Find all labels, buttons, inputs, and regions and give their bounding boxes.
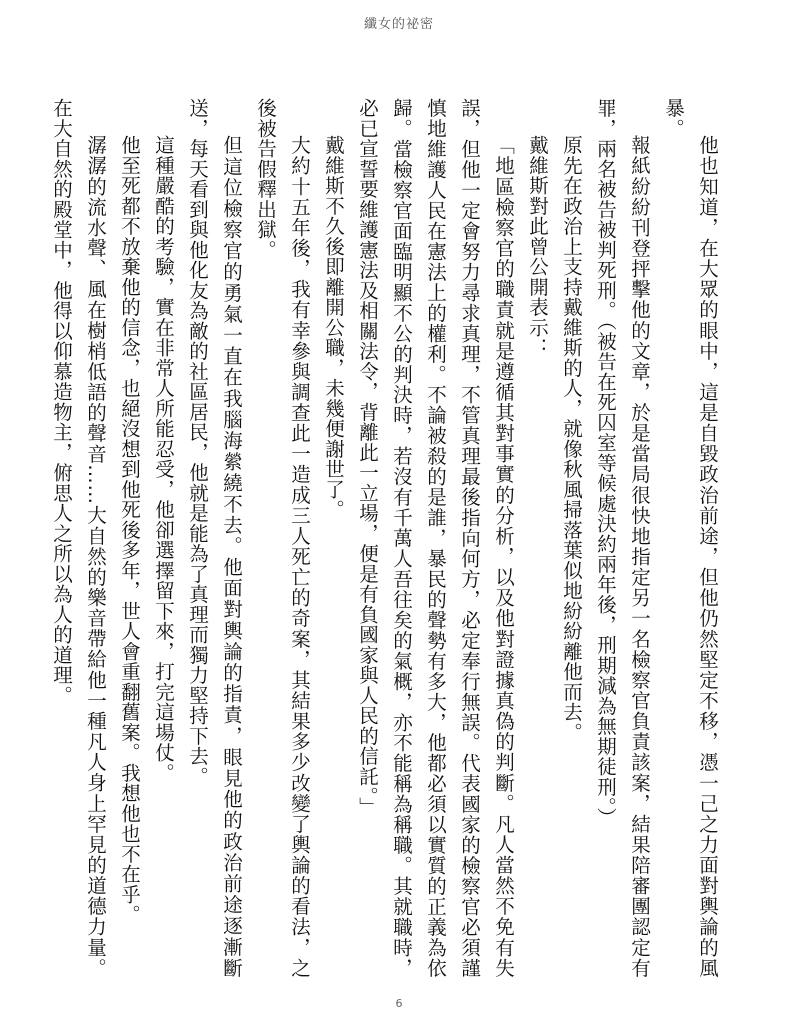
paragraph: 戴維斯對此曾公開表示： bbox=[526, 135, 549, 358]
paragraph: 大約十五年後，我有幸參與調查此一造成三人死亡的奇案，其結果多少改變了輿論的看法，之後被告假釋出獄。 bbox=[254, 98, 311, 978]
paragraph: 潺潺的流水聲、風在樹梢低語的聲音……大自然的樂音帶給他一種凡人身上罕見的道德力量。在大自然的殿堂中，他得以仰慕造物主，俯思人之所以為人的道理。 bbox=[50, 98, 107, 978]
vertical-body-text bbox=[50, 98, 724, 978]
paragraph: 戴維斯不久後即離開公職，未幾便謝世了。 bbox=[322, 135, 345, 520]
running-header: 纖女的祕密 bbox=[363, 17, 434, 32]
paragraph: 這種嚴酷的考驗，實在非常人所能忍受，他卻選擇留下來，打完這場仗。 bbox=[152, 135, 175, 784]
paragraph: 他也知道，在大眾的眼中，這是自毀政治前途，但他仍然堅定不移，憑一己之力面對輿論的風暴。 bbox=[662, 98, 719, 978]
page-number: 6 bbox=[395, 997, 403, 1010]
quoted-statement: 「地區檢察官的職責就是遵循其對事實的分析，以及他對證據真偽的判斷。凡人當然不免有失誤，但他一定會努力尋求真理，不管真理最後指向何方，必定奉行無誤。代表國家的檢察官必須謹慎地維護人民在憲法上的權利。不論被殺的是誰，暴民的聲勢有多大，他都必須以實質的正義為依歸。當檢察官面臨明顯不公的判決時，若沒有千萬人吾往矣的氣概，亦不能稱為稱職。其就職時，必已宣誓要維護憲法及相關法令，背離此一立場，便是有負國家與人民的信託。」 bbox=[356, 98, 515, 978]
paragraph: 他至死都不放棄他的信念，也絕沒想到他死後多年，世人會重翻舊案。我想他也不在乎。 bbox=[118, 135, 141, 925]
paragraph: 原先在政治上支持戴維斯的人，就像秋風掃落葉似地紛紛離他而去。 bbox=[560, 135, 583, 743]
paragraph: 但這位檢察官的勇氣一直在我腦海縈繞不去。他面對輿論的指責，眼見他的政治前途逐漸斷送，每天看到與他化友為敵的社區居民，他就是能為了真理而獨力堅持下去。 bbox=[186, 98, 243, 978]
paragraph: 報紙紛紛刊登抨擊他的文章，於是當局很快地指定另一名檢察官負責該案，結果陪審團認定有罪，兩名被告被判死刑。（被告在死囚室等候處決約兩年後，刑期減為無期徒刑。） bbox=[594, 98, 651, 978]
